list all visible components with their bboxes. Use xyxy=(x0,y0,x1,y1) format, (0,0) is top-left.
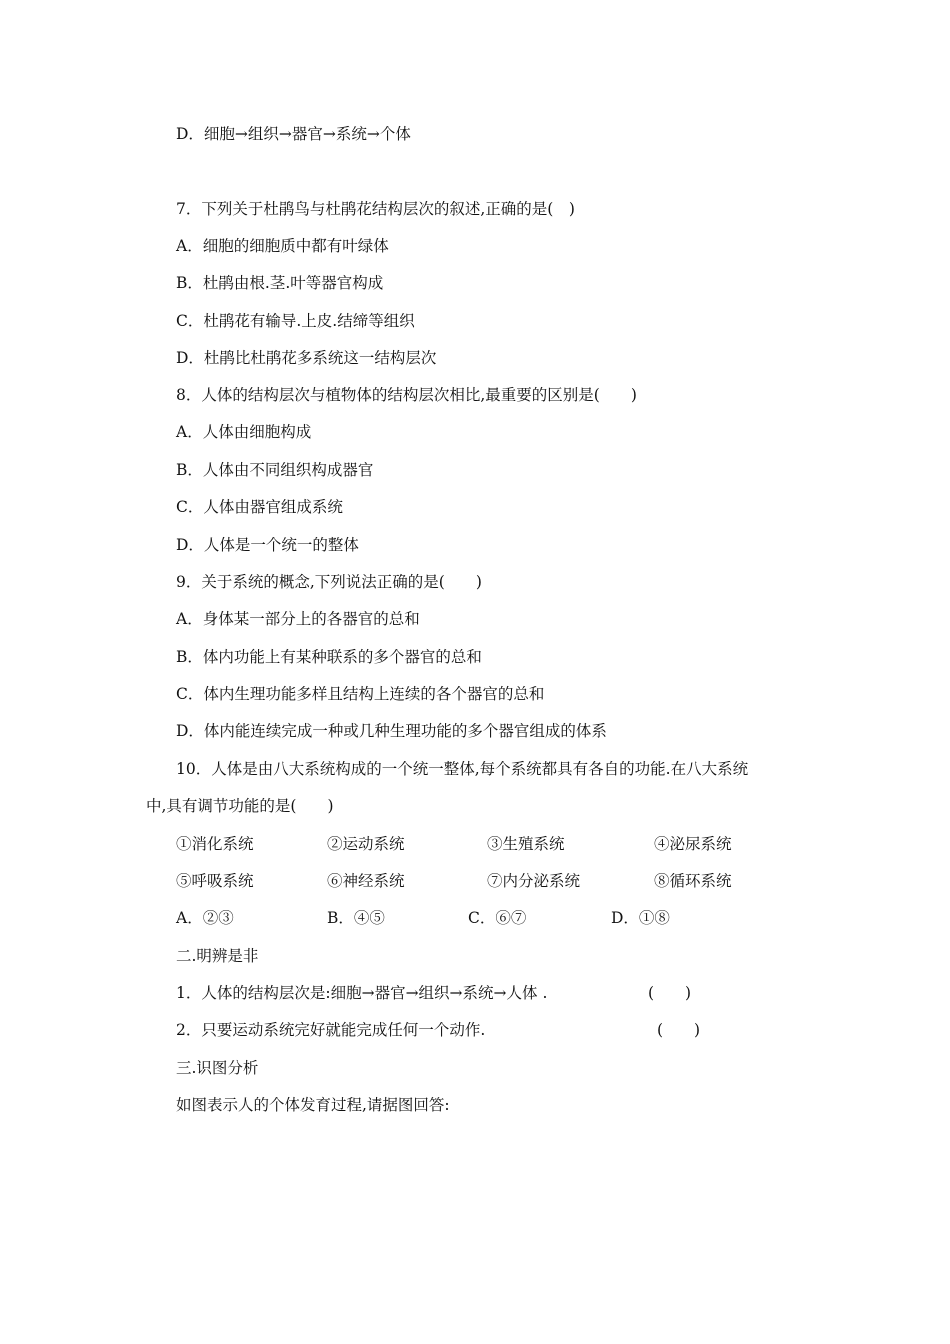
q9-option-c: C．体内生理功能多样且结构上连续的各个器官的总和 xyxy=(176,685,545,703)
q9-option-a: A．身体某一部分上的各器官的总和 xyxy=(176,610,420,628)
section2-item2-blank: ( ) xyxy=(657,1021,701,1039)
system-item: ⑥神经系统 xyxy=(327,872,405,890)
q10-choice-b: B．④⑤ xyxy=(327,909,385,927)
q6-option-d: D．细胞→组织→器官→系统→个体 xyxy=(176,125,411,143)
q8-option-d: D．人体是一个统一的整体 xyxy=(176,536,359,554)
section3-intro: 如图表示人的个体发育过程,请据图回答: xyxy=(176,1096,450,1114)
section2-item2: 2．只要运动系统完好就能完成任何一个动作. xyxy=(176,1021,486,1039)
q7-option-a: A．细胞的细胞质中都有叶绿体 xyxy=(176,237,389,255)
section2-item1-blank: ( ) xyxy=(648,984,692,1002)
q9-stem: 9．关于系统的概念,下列说法正确的是( ) xyxy=(176,573,482,591)
section2-item1: 1．人体的结构层次是:细胞→器官→组织→系统→人体 . xyxy=(176,984,548,1002)
q10-choice-c: C．⑥⑦ xyxy=(468,909,527,927)
system-item: ⑤呼吸系统 xyxy=(176,872,254,890)
section3-title: 三.识图分析 xyxy=(176,1059,259,1077)
q9-option-b: B．体内功能上有某种联系的多个器官的总和 xyxy=(176,648,482,666)
q10-stem-line2: 中,具有调节功能的是( ) xyxy=(146,797,334,815)
q8-stem: 8．人体的结构层次与植物体的结构层次相比,最重要的区别是( ) xyxy=(176,386,637,404)
system-item: ⑧循环系统 xyxy=(654,872,732,890)
q8-option-a: A．人体由细胞构成 xyxy=(176,423,312,441)
system-item: ①消化系统 xyxy=(176,835,254,853)
q9-option-d: D．体内能连续完成一种或几种生理功能的多个器官组成的体系 xyxy=(176,722,607,740)
q10-choice-d: D．①⑧ xyxy=(611,909,670,927)
q10-stem-line1: 10．人体是由八大系统构成的一个统一整体,每个系统都具有各自的功能.在八大系统 xyxy=(176,760,749,778)
q7-option-d: D．杜鹃比杜鹃花多系统这一结构层次 xyxy=(176,349,437,367)
q8-option-c: C．人体由器官组成系统 xyxy=(176,498,343,516)
q10-choice-a: A．②③ xyxy=(176,909,234,927)
q7-option-b: B．杜鹃由根.茎.叶等器官构成 xyxy=(176,274,384,292)
q8-option-b: B．人体由不同组织构成器官 xyxy=(176,461,374,479)
system-item: ③生殖系统 xyxy=(487,835,565,853)
section2-title: 二.明辨是非 xyxy=(176,947,259,965)
q7-stem: 7．下列关于杜鹃鸟与杜鹃花结构层次的叙述,正确的是( ) xyxy=(176,200,575,218)
system-item: ⑦内分泌系统 xyxy=(487,872,581,890)
system-item: ④泌尿系统 xyxy=(654,835,732,853)
q7-option-c: C．杜鹃花有输导.上皮.结缔等组织 xyxy=(176,312,415,330)
system-item: ②运动系统 xyxy=(327,835,405,853)
